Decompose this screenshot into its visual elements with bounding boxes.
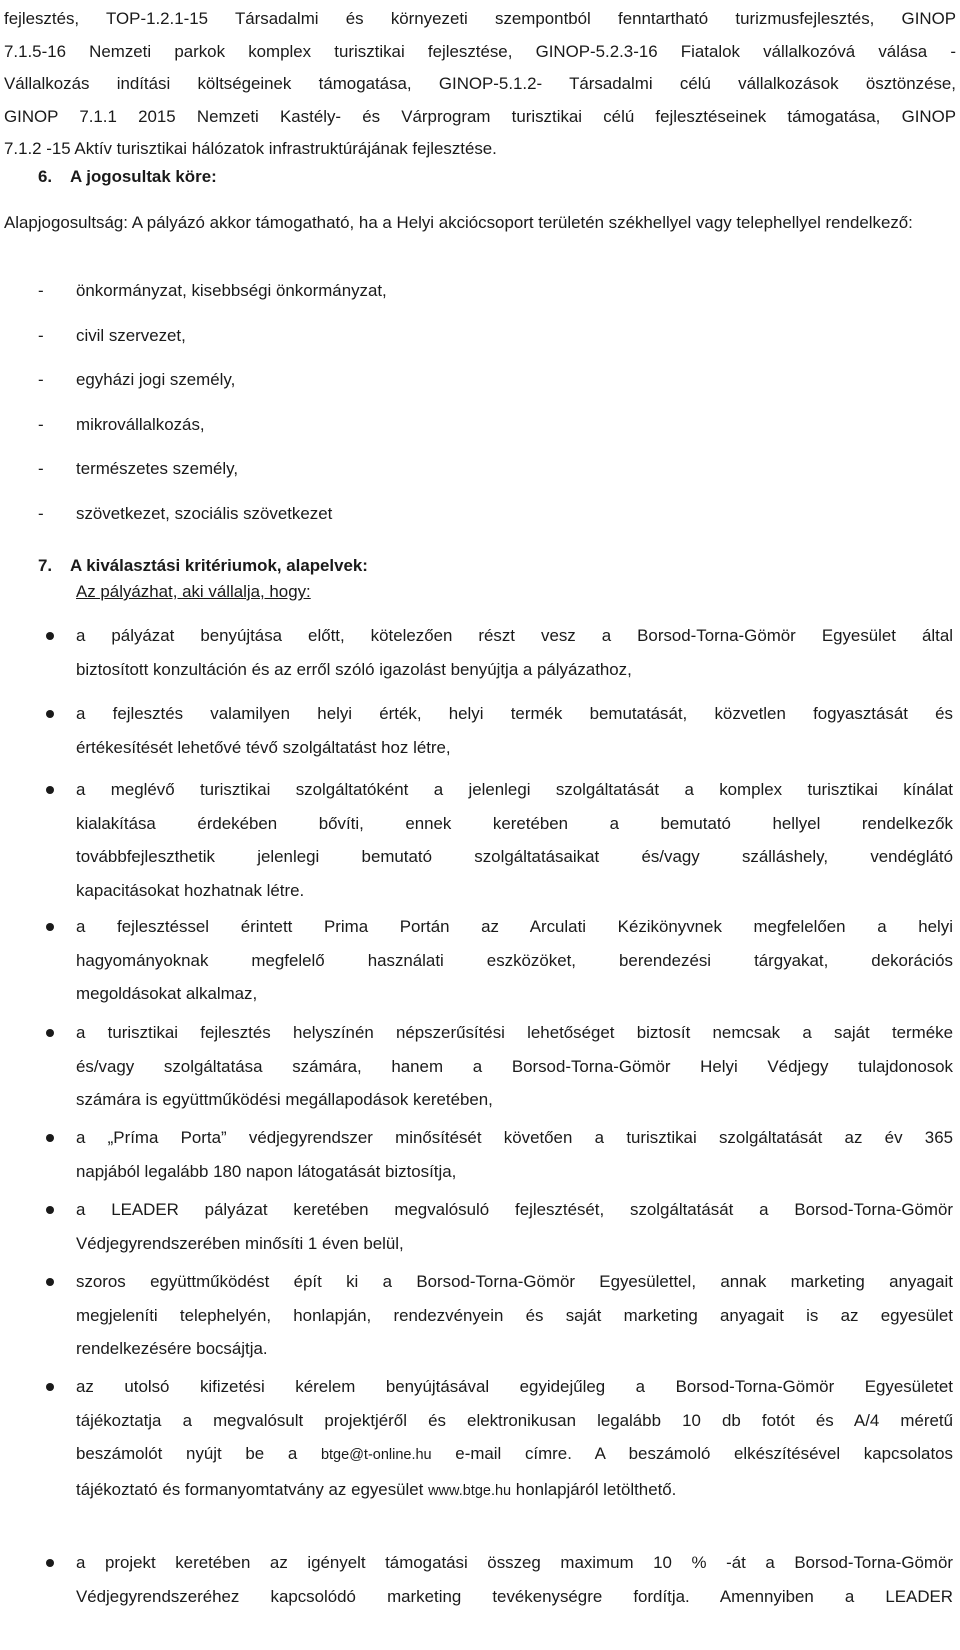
section-7-title: A kiválasztási kritériumok, alapelvek:: [70, 556, 368, 575]
bullet-dot-icon: [46, 710, 54, 718]
bullet-dot-icon: [46, 1206, 54, 1214]
section-6-heading: [38, 165, 217, 189]
section-6-intro: Alapjogosultság: A pályázó akkor támogatható, ha a Helyi akciócsoport területén székhellyel vagy telephellyel rendelkező:: [4, 213, 913, 232]
bullet-dot-icon: [46, 1559, 54, 1567]
bullet-dot-icon: [46, 786, 54, 794]
report-line-website: tájékoztató és formanyomtatvány az egyesület www.btge.hu honlapjáról letölthető.: [76, 1479, 677, 1499]
intro-paragraph: [4, 3, 956, 166]
intro-line: GINOP 7.1.1 2015 Nemzeti Kastély- és Várprogram turisztikai célú fejlesztéseinek támogatása, GINOP: [4, 106, 956, 126]
list-item: - önkormányzat, kisebbségi önkormányzat,: [38, 281, 387, 300]
report-line-email: beszámolót nyújt be a btge@t-online.hu e-mail címre. A beszámoló elkészítésével kapcsolatos: [76, 1444, 953, 1463]
criteria-bullet: a projekt keretében az igényelt támogatási összeg maximum 10 % -át a Borsod-Torna-Gömör Védjegyrendszeréhez kapcsolódó marketing tevékenységre fordítja. Amennyiben a LEADER: [76, 1546, 953, 1613]
list-item: - természetes személy,: [38, 459, 239, 478]
criteria-bullet: a pályázat benyújtása előtt, kötelezően részt vesz a Borsod-Torna-Gömör Egyesület által biztosított konzultáción és az erről szóló igazolást benyújtja a pályázathoz,: [76, 619, 953, 686]
bullet-dot-icon: [46, 1134, 54, 1142]
bullet-dot-icon: [46, 923, 54, 931]
bullet-dot-icon: [46, 632, 54, 640]
criteria-bullet: a fejlesztés valamilyen helyi érték, helyi termék bemutatását, közvetlen fogyasztását és értékesítését lehetővé tévő szolgáltatást hoz létre,: [76, 697, 953, 764]
list-item-text: természetes személy,: [76, 459, 239, 478]
list-item: - szövetkezet, szociális szövetkezet: [38, 503, 333, 523]
criteria-bullet: szoros együttműködést épít ki a Borsod-Torna-Gömör Egyesülettel, annak marketing anyagait megjeleníti telephelyén, honlapján, rendezvényein és saját marketing anyagait is az egyesület rendelkezésére bocsájtja.: [76, 1265, 953, 1366]
list-item-text: mikrovállalkozás,: [76, 414, 205, 434]
section-6-title: A jogosultak köre:: [70, 167, 217, 186]
intro-line: 7.1.2 -15 Aktív turisztikai hálózatok infrastruktúrájának fejlesztése.: [4, 139, 497, 158]
criteria-bullet: a LEADER pályázat keretében megvalósuló fejlesztését, szolgáltatását a Borsod-Torna-Gömör Védjegyrendszerében minősíti 1 éven belül,: [76, 1193, 953, 1260]
intro-line: Vállalkozás indítási költségeinek támogatása, GINOP-5.1.2- Társadalmi célú vállalkozások ösztönzése,: [4, 74, 956, 93]
section-6-number: 6.: [38, 167, 53, 186]
list-item-text: egyházi jogi személy,: [76, 370, 236, 389]
intro-line: 7.1.5-16 Nemzeti parkok komplex turisztikai fejlesztése, GINOP-5.2.3-16 Fiatalok vállalkozóvá válása -: [4, 41, 956, 61]
bullet-dot-icon: [46, 1278, 54, 1286]
website-link[interactable]: www.btge.hu: [428, 1482, 512, 1499]
bullet-dot-icon: [46, 1029, 54, 1037]
intro-line: fejlesztés, TOP-1.2.1-15 Társadalmi és környezeti szempontból fenntartható turizmusfejlesztés, GINOP: [4, 9, 956, 28]
criteria-bullet: a fejlesztéssel érintett Prima Portán az Arculati Kézikönyvnek megfelelően a helyi hagyományoknak megfelelő használati eszközöket, berendezési tárgyakat, dekorációs megoldásokat alkalmaz,: [76, 910, 953, 1011]
bullet-dot-icon: [46, 1383, 54, 1391]
list-item-text: önkormányzat, kisebbségi önkormányzat,: [76, 281, 387, 300]
list-item-text: civil szervezet,: [76, 325, 186, 345]
eligible-applicants-list: [4, 276, 387, 543]
criteria-bullet: a turisztikai fejlesztés helyszínén népszerűsítési lehetőséget biztosít nemcsak a saját terméke és/vagy szolgáltatása számára, hanem a Borsod-Torna-Gömör Helyi Védjegy tulajdonosok számára is együttműködési megállapodások keretében,: [76, 1016, 953, 1117]
email-address[interactable]: btge@t-online.hu: [320, 1447, 432, 1463]
criteria-bullet: a meglévő turisztikai szolgáltatóként a jelenlegi szolgáltatását a komplex turisztikai kínálat kialakítása érdekében bővíti, ennek keretében a bemutató hellyel rendelkezők továbbfejleszthetik jelenlegi bemutató szolgáltatásaikat és/vagy szálláshely, vendéglátó kapacitásokat hozhatnak létre.: [76, 773, 953, 907]
list-item: - egyházi jogi személy,: [38, 370, 236, 389]
list-item: - civil szervezet,: [38, 325, 186, 345]
criteria-bullet-report: az utolsó kifizetési kérelem benyújtásával egyidejűleg a Borsod-Torna-Gömör Egyesületet tájékoztatja a megvalósult projektjéről és elektronikusan legalább 10 db fotót és A/4 méretű beszámolót nyújt be a btge@t-online.hu e-mail címre. A beszámoló elkészítésével kapcsolatos tájékoztató és formanyomtatvány az egyesület www.btge.hu honlapjáról letölthető.: [76, 1370, 953, 1508]
list-item: - mikrovállalkozás,: [38, 414, 205, 434]
list-item-text: szövetkezet, szociális szövetkezet: [76, 503, 333, 523]
section-7-subtitle: Az pályázhat, aki vállalja, hogy:: [76, 582, 311, 601]
section-7-number: 7.: [38, 556, 53, 575]
criteria-bullet: a „Príma Porta” védjegyrendszer minősítését követően a turisztikai szolgáltatását az év 365 napjából legalább 180 napon látogatását biztosítja,: [76, 1121, 953, 1188]
